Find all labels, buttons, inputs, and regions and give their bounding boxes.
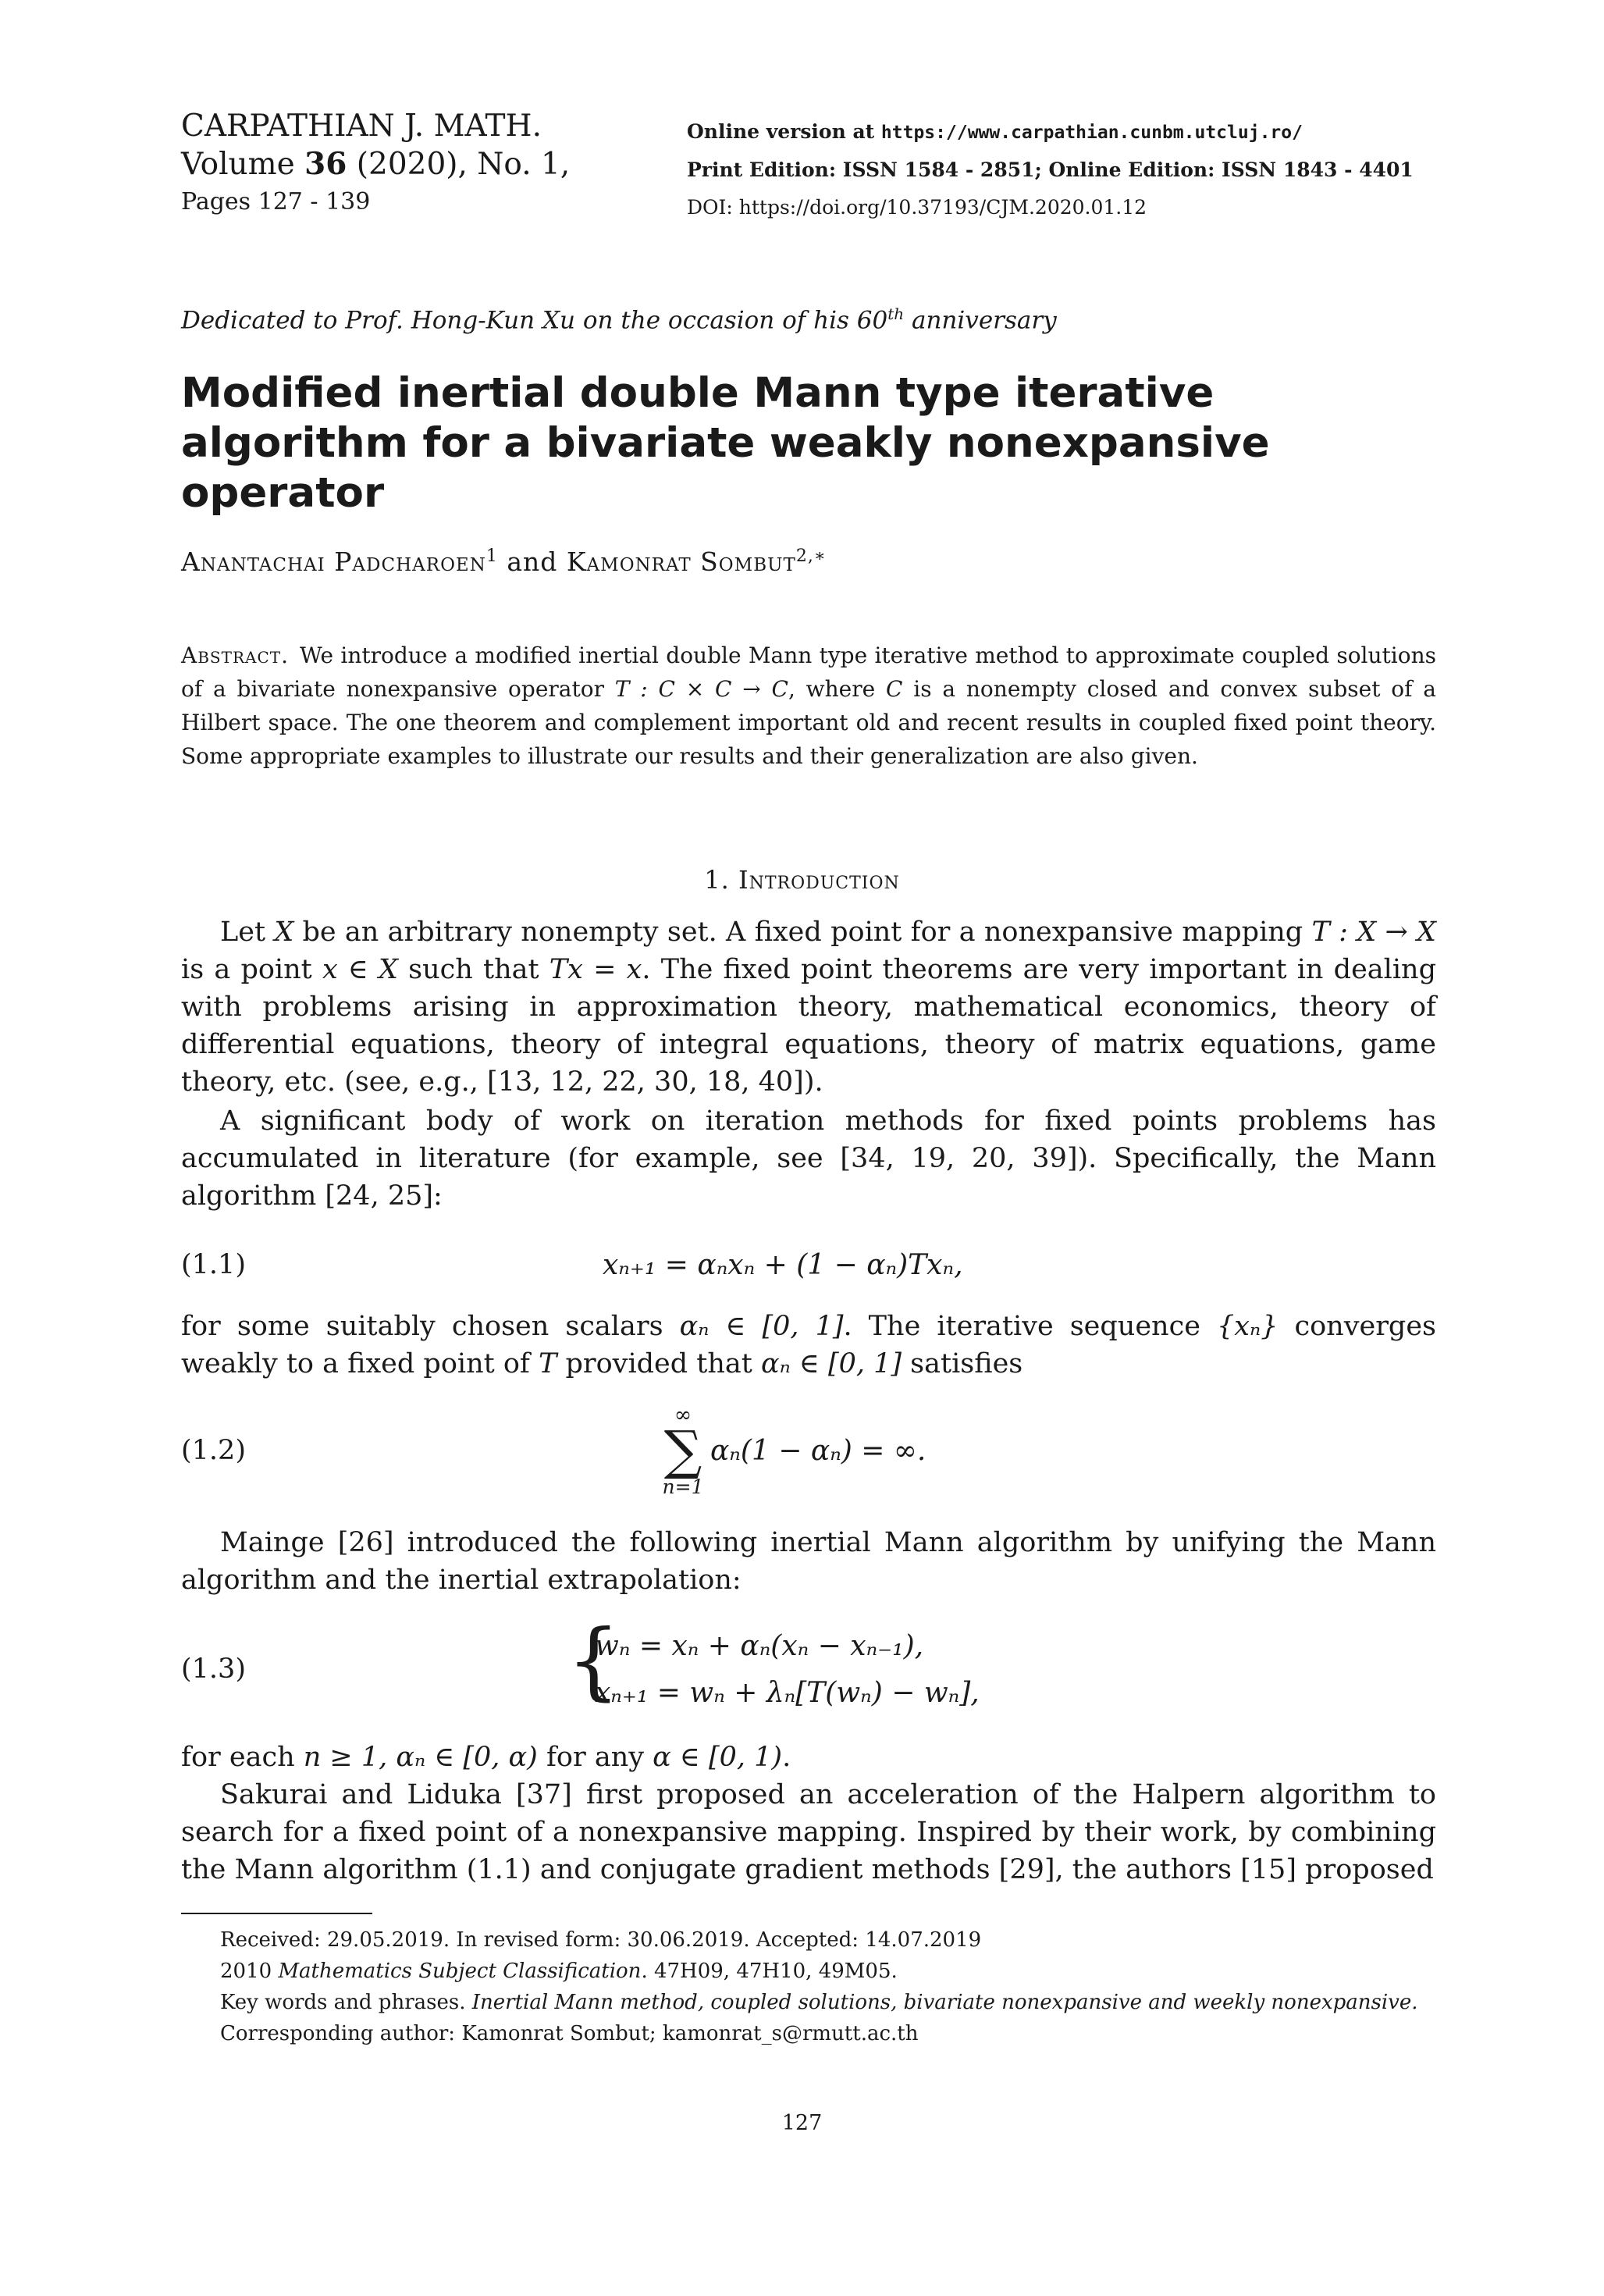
equation-1-3-label: (1.3) (181, 1653, 246, 1685)
volume-number: 36 (304, 146, 347, 182)
msc-classification: 2010 Mathematics Subject Classification. 47H09, 47H10, 49M05. (220, 1960, 898, 1983)
journal-name: CARPATHIAN J. MATH. (181, 109, 542, 144)
abstract: Abstract. We introduce a modified inertial double Mann type iterative method to approximate coupled solutions of a bivariate nonexpansive operator T : C × C → C, where C is a nonempty closed and convex subset of a Hilbert space. The one theorem and complement important old and recent results in coupled fixed point theory. Some appropriate examples to illustrate our results and their generalization are also given. (181, 643, 1436, 769)
paragraph-5: for each n ≥ 1, αₙ ∈ [0, α) for any α ∈ [0, 1). (181, 1742, 791, 1773)
publication-info (687, 113, 1414, 226)
author-line: Anantachai Padcharoen$^1$ and Kamonrat Sombut$^{2,∗}$ (181, 546, 827, 577)
journal-volume: Volume 36 (2020), No. 1, (181, 146, 571, 182)
equation-1-1-label: (1.1) (181, 1249, 246, 1280)
author-2: Kamonrat Sombut (566, 546, 796, 577)
sum-upper-limit: ∞ (674, 1403, 692, 1427)
issn-line: Print Edition: ISSN 1584 - 2851; Online Edition: ISSN 1843 - 4401 (687, 158, 1414, 181)
sigma-symbol: ∑ (663, 1420, 702, 1482)
equation-1-2-sum (660, 1404, 706, 1499)
doi-line[interactable]: DOI: https://doi.org/10.37193/CJM.2020.01.12 (687, 196, 1147, 219)
corresponding-author: Corresponding author: Kamonrat Sombut; kamonrat_s@rmutt.ac.th (220, 2022, 919, 2045)
equation-1-1: xₙ₊₁ = αₙxₙ + (1 − αₙ)Txₙ, (603, 1249, 963, 1281)
section-heading: 1. Introduction (704, 865, 900, 895)
author-1: Anantachai Padcharoen (181, 546, 486, 577)
page-number: 127 (781, 2111, 823, 2135)
paragraph-6: Sakurai and Liduka [37] first proposed an acceleration of the Halpern algorithm to search for a fixed point of a nonexpansive mapping. Inspired by their work, by combining the Mann algorithm (1.1) and conjugate gradient methods [29], the authors [15] proposed (181, 1779, 1436, 1885)
equation-1-2-label: (1.2) (181, 1435, 246, 1466)
journal-info (181, 108, 570, 221)
paragraph-1: Let X be an arbitrary nonempty set. A fixed point for a nonexpansive mapping T : X → X is a point x ∈ X such that Tx = x. The fixed point theorems are very important in dealing with problems arising in approximation theory, mathematical economics, theory of differential equations, theory of integral equations, theory of matrix equations, game theory, etc. (see, e.g., [13, 12, 22, 30, 18, 40]). (181, 917, 1436, 1098)
left-brace-icon: { (567, 1612, 621, 1710)
footnote-rule (181, 1913, 372, 1914)
paragraph-4: Mainge [26] introduced the following inertial Mann algorithm by unifying the Mann algorithm and the inertial extrapolation: (181, 1527, 1436, 1596)
online-url[interactable]: https://www.carpathian.cunbm.utcluj.ro/ (880, 123, 1303, 143)
equation-1-3-line-1: wₙ = xₙ + αₙ(xₙ − xₙ₋₁), (595, 1630, 924, 1662)
online-version: Online version at https://www.carpathian.cunbm.utcluj.ro/ (687, 120, 1303, 143)
received-dates: Received: 29.05.2019. In revised form: 30.06.2019. Accepted: 14.07.2019 (220, 1928, 982, 1952)
journal-pages: Pages 127 - 139 (181, 188, 371, 215)
keywords: Key words and phrases. Inertial Mann method, coupled solutions, bivariate nonexpansive and weekly nonexpansive. (220, 1991, 1418, 2014)
equation-1-3-line-2: xₙ₊₁ = wₙ + λₙ[T(wₙ) − wₙ], (595, 1677, 980, 1709)
sum-lower-limit: n=1 (662, 1475, 704, 1498)
paragraph-2: A significant body of work on iteration methods for fixed points problems has accumulated in literature (for example, see [34, 19, 20, 39]). Specifically, the Mann algorithm [24, 25]: (181, 1105, 1436, 1212)
abstract-label: Abstract. (181, 643, 290, 668)
dedication: Dedicated to Prof. Hong-Kun Xu on the occasion of his 60th anniversary (181, 304, 1057, 335)
paragraph-3: for some suitably chosen scalars αₙ ∈ [0, 1]. The iterative sequence {xₙ} converges weakly to a fixed point of T provided that αₙ ∈ [0, 1] satisfies (181, 1311, 1437, 1379)
equation-1-2: αₙ(1 − αₙ) = ∞. (710, 1435, 926, 1467)
paper-title: Modified inertial double Mann type iterative algorithm for a bivariate weakly nonexpansive operator (181, 369, 1270, 517)
footnotes (220, 1924, 1418, 2049)
